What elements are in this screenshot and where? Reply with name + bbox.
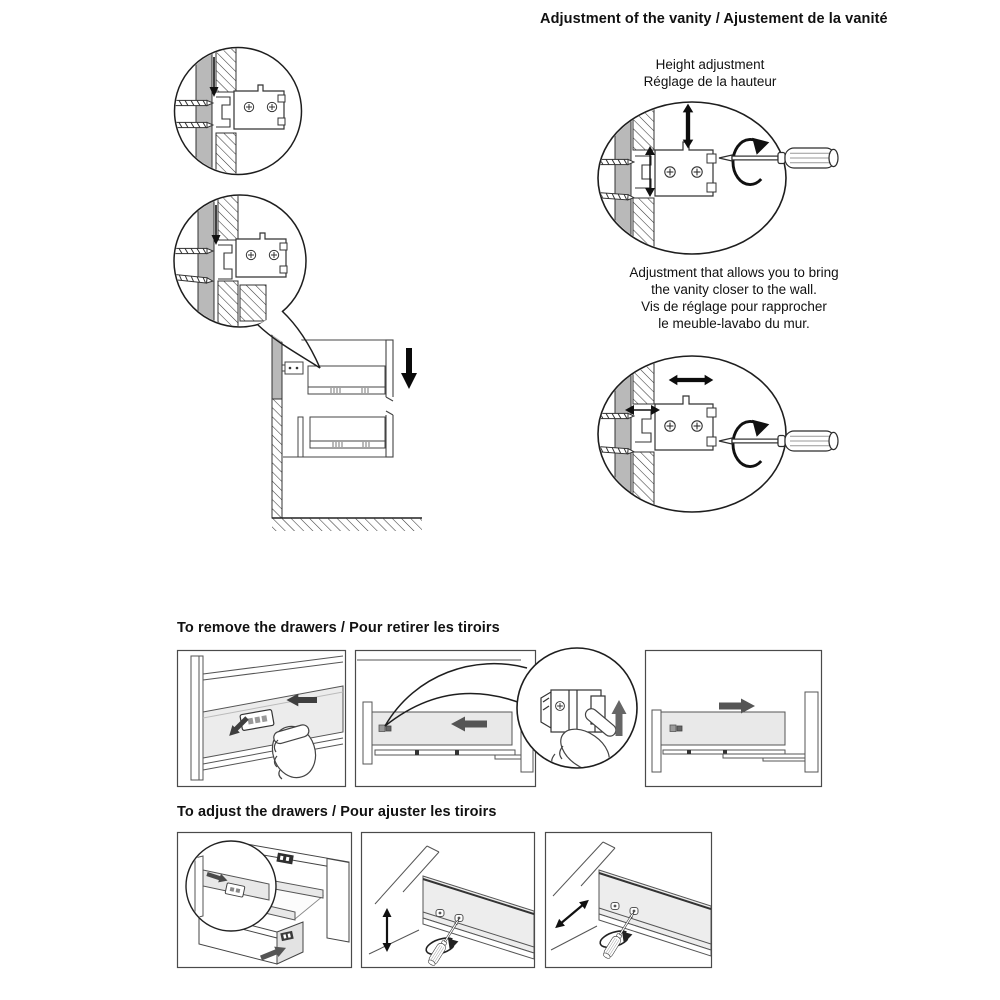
wall-strip	[615, 100, 631, 260]
wall-hatch	[633, 452, 654, 520]
wall-hatch	[218, 195, 238, 240]
phillips-screw-icon	[267, 102, 276, 111]
adjust-drawers-step-1	[177, 832, 352, 968]
caption-line: Réglage de la hauteur	[643, 74, 777, 89]
wall-hatch	[633, 198, 654, 260]
caption-line: Vis de réglage pour rapprocher	[641, 299, 827, 314]
mounting-bracket	[655, 142, 716, 196]
wall-hatch	[216, 47, 236, 92]
adjust-drawers-step-2	[361, 832, 535, 968]
cabinet-rail-hatch	[240, 285, 266, 321]
adjustment-screw-hole	[455, 915, 463, 922]
bracket-hook-detail-2	[172, 193, 337, 378]
remove-drawers-step-3	[645, 648, 822, 790]
latch-icon	[670, 725, 682, 732]
phillips-screw-icon	[269, 250, 278, 259]
mounting-bracket	[655, 396, 716, 450]
remove-drawers-title: To remove the drawers / Pour retirer les tiroirs	[177, 620, 500, 636]
caption-line: le meuble-lavabo du mur.	[658, 316, 810, 331]
adjust-drawers-title: To adjust the drawers / Pour ajuster les tiroirs	[177, 804, 497, 820]
phillips-screw-icon	[665, 167, 675, 177]
down-arrow-icon	[401, 348, 417, 389]
page-title: Adjustment of the vanity / Ajustement de la vanité	[540, 11, 888, 27]
height-adjustment-illustration	[595, 100, 845, 260]
wall-hatch	[633, 352, 654, 404]
cabinet-stile	[195, 856, 203, 918]
bracket-hook-detail-1	[172, 45, 307, 180]
adjustment-screw-hole	[611, 903, 619, 910]
caption-line: the vanity closer to the wall.	[651, 282, 817, 297]
height-adjustment-caption	[598, 56, 822, 90]
cabinet-stile	[191, 656, 203, 780]
wall-strip	[196, 47, 212, 178]
phillips-screw-icon	[665, 421, 675, 431]
caption-line: Adjustment that allows you to bring	[629, 265, 839, 280]
phillips-screw-icon	[692, 421, 702, 431]
drawer-bottom	[298, 417, 385, 457]
wall-adjustment-illustration	[595, 352, 845, 520]
wall-hatch	[633, 100, 654, 150]
floor-hatch	[272, 518, 422, 531]
remove-drawers-step-2	[355, 646, 645, 790]
adjust-drawers-step-3	[545, 832, 712, 968]
mounting-bracket	[236, 233, 287, 277]
wall-hatch	[218, 281, 238, 328]
phillips-screw-icon	[246, 250, 255, 259]
wall-adjustment-caption	[601, 264, 867, 332]
cabinet-side-panel	[805, 692, 818, 772]
adjustment-screw-hole	[436, 910, 444, 917]
phillips-screw-icon	[692, 167, 702, 177]
phillips-screw-icon	[244, 102, 253, 111]
adjustment-screw-hole	[630, 908, 638, 915]
drawer-rail	[375, 750, 515, 755]
wall-strip	[198, 195, 214, 328]
mounting-bracket	[234, 85, 285, 129]
caption-line: Height adjustment	[655, 57, 765, 72]
remove-drawers-step-1	[177, 648, 346, 790]
